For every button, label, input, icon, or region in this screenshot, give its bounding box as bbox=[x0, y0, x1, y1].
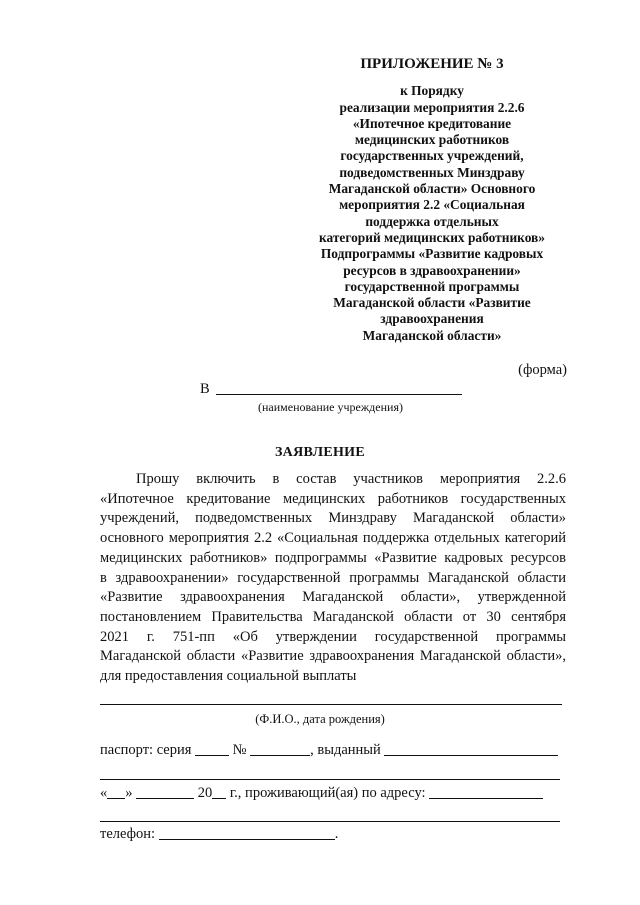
passport-number-field[interactable] bbox=[250, 742, 310, 756]
address-field[interactable] bbox=[429, 785, 543, 799]
recipient-caption: (наименование учреждения) bbox=[258, 400, 403, 414]
fio-field[interactable] bbox=[100, 704, 562, 705]
passport-issued-field[interactable] bbox=[384, 742, 558, 756]
phone-label: телефон: bbox=[100, 826, 156, 842]
passport-number-label: № bbox=[232, 742, 247, 758]
body-line: 2021 г. 751-пп «Об утверждении государственной программы bbox=[100, 628, 566, 645]
day-field[interactable] bbox=[107, 785, 125, 799]
appendix-line: мероприятия 2.2 «Социальная bbox=[339, 197, 525, 213]
date-open-quote: « bbox=[100, 785, 108, 801]
appendix-title: ПРИЛОЖЕНИЕ № 3 bbox=[360, 56, 504, 72]
appendix-line: здравоохранения bbox=[380, 311, 484, 327]
body-line: медицинских работников» подпрограммы «Развитие кадровых ресурсов bbox=[100, 549, 566, 566]
body-line: учреждений, подведомственных Минздраву Магаданской области» bbox=[100, 510, 566, 527]
passport-series-field[interactable] bbox=[195, 742, 229, 756]
body-line: «Ипотечное кредитование медицинских работников государственных bbox=[100, 490, 566, 507]
fio-caption: (Ф.И.О., дата рождения) bbox=[255, 712, 385, 726]
month-field[interactable] bbox=[136, 785, 194, 799]
recipient-prefix: В bbox=[200, 381, 210, 397]
date-address-row bbox=[100, 785, 543, 802]
passport-issued-continuation-field[interactable] bbox=[100, 779, 560, 780]
body-line: постановлением Правительства Магаданской области от 30 сентября bbox=[100, 608, 566, 625]
appendix-line: к Порядку bbox=[400, 83, 464, 99]
phone-field[interactable] bbox=[159, 826, 335, 840]
document-heading: ЗАЯВЛЕНИЕ bbox=[274, 445, 365, 460]
appendix-line: подведомственных Минздраву bbox=[339, 164, 525, 180]
address-label: г., проживающий(ая) по адресу: bbox=[229, 785, 426, 801]
appendix-line: Магаданской области» Основного bbox=[328, 181, 536, 197]
form-label: (форма) bbox=[518, 362, 567, 378]
address-continuation-field[interactable] bbox=[100, 821, 560, 822]
recipient-institution-field[interactable] bbox=[216, 380, 462, 395]
phone-row bbox=[100, 826, 338, 843]
appendix-line: медицинских работников bbox=[354, 132, 510, 148]
year-prefix: 20 bbox=[197, 785, 213, 801]
appendix-line: Магаданской области» bbox=[362, 327, 502, 343]
appendix-line: реализации мероприятия 2.2.6 bbox=[339, 99, 525, 115]
appendix-line: государственных учреждений, bbox=[340, 148, 524, 164]
appendix-line: категорий медицинских работников» bbox=[318, 229, 545, 245]
passport-issued-label: , выданный bbox=[310, 742, 381, 758]
recipient-row bbox=[200, 380, 462, 398]
appendix-line: «Ипотечное кредитование bbox=[352, 115, 512, 131]
passport-row bbox=[100, 742, 558, 759]
appendix-line: ресурсов в здравоохранении» bbox=[343, 262, 521, 278]
appendix-header bbox=[300, 56, 564, 344]
body-line: для предоставления социальной выплаты bbox=[100, 668, 357, 685]
body-line: «Развитие здравоохранения Магаданской области», утвержденной bbox=[100, 589, 566, 606]
appendix-line: государственной программы bbox=[344, 278, 520, 294]
appendix-line: поддержка отдельных bbox=[365, 213, 499, 229]
appendix-line: Магаданской области «Развитие bbox=[333, 295, 531, 311]
year-field[interactable] bbox=[212, 785, 226, 799]
appendix-line: Подпрограммы «Развитие кадровых bbox=[320, 246, 544, 262]
body-line: основного мероприятия 2.2 «Социальная поддержка отдельных категорий bbox=[100, 530, 566, 547]
date-close-quote: » bbox=[125, 785, 133, 801]
phone-end: . bbox=[334, 826, 339, 842]
application-body bbox=[100, 470, 566, 687]
body-line: Магаданской области «Развитие здравоохранения Магаданской области», bbox=[100, 648, 566, 665]
body-line: Прошу включить в состав участников мероприятия 2.2.6 bbox=[136, 471, 566, 487]
passport-label: паспорт: серия bbox=[100, 742, 192, 758]
body-line: в здравоохранении» государственной программы Магаданской области bbox=[100, 569, 566, 586]
